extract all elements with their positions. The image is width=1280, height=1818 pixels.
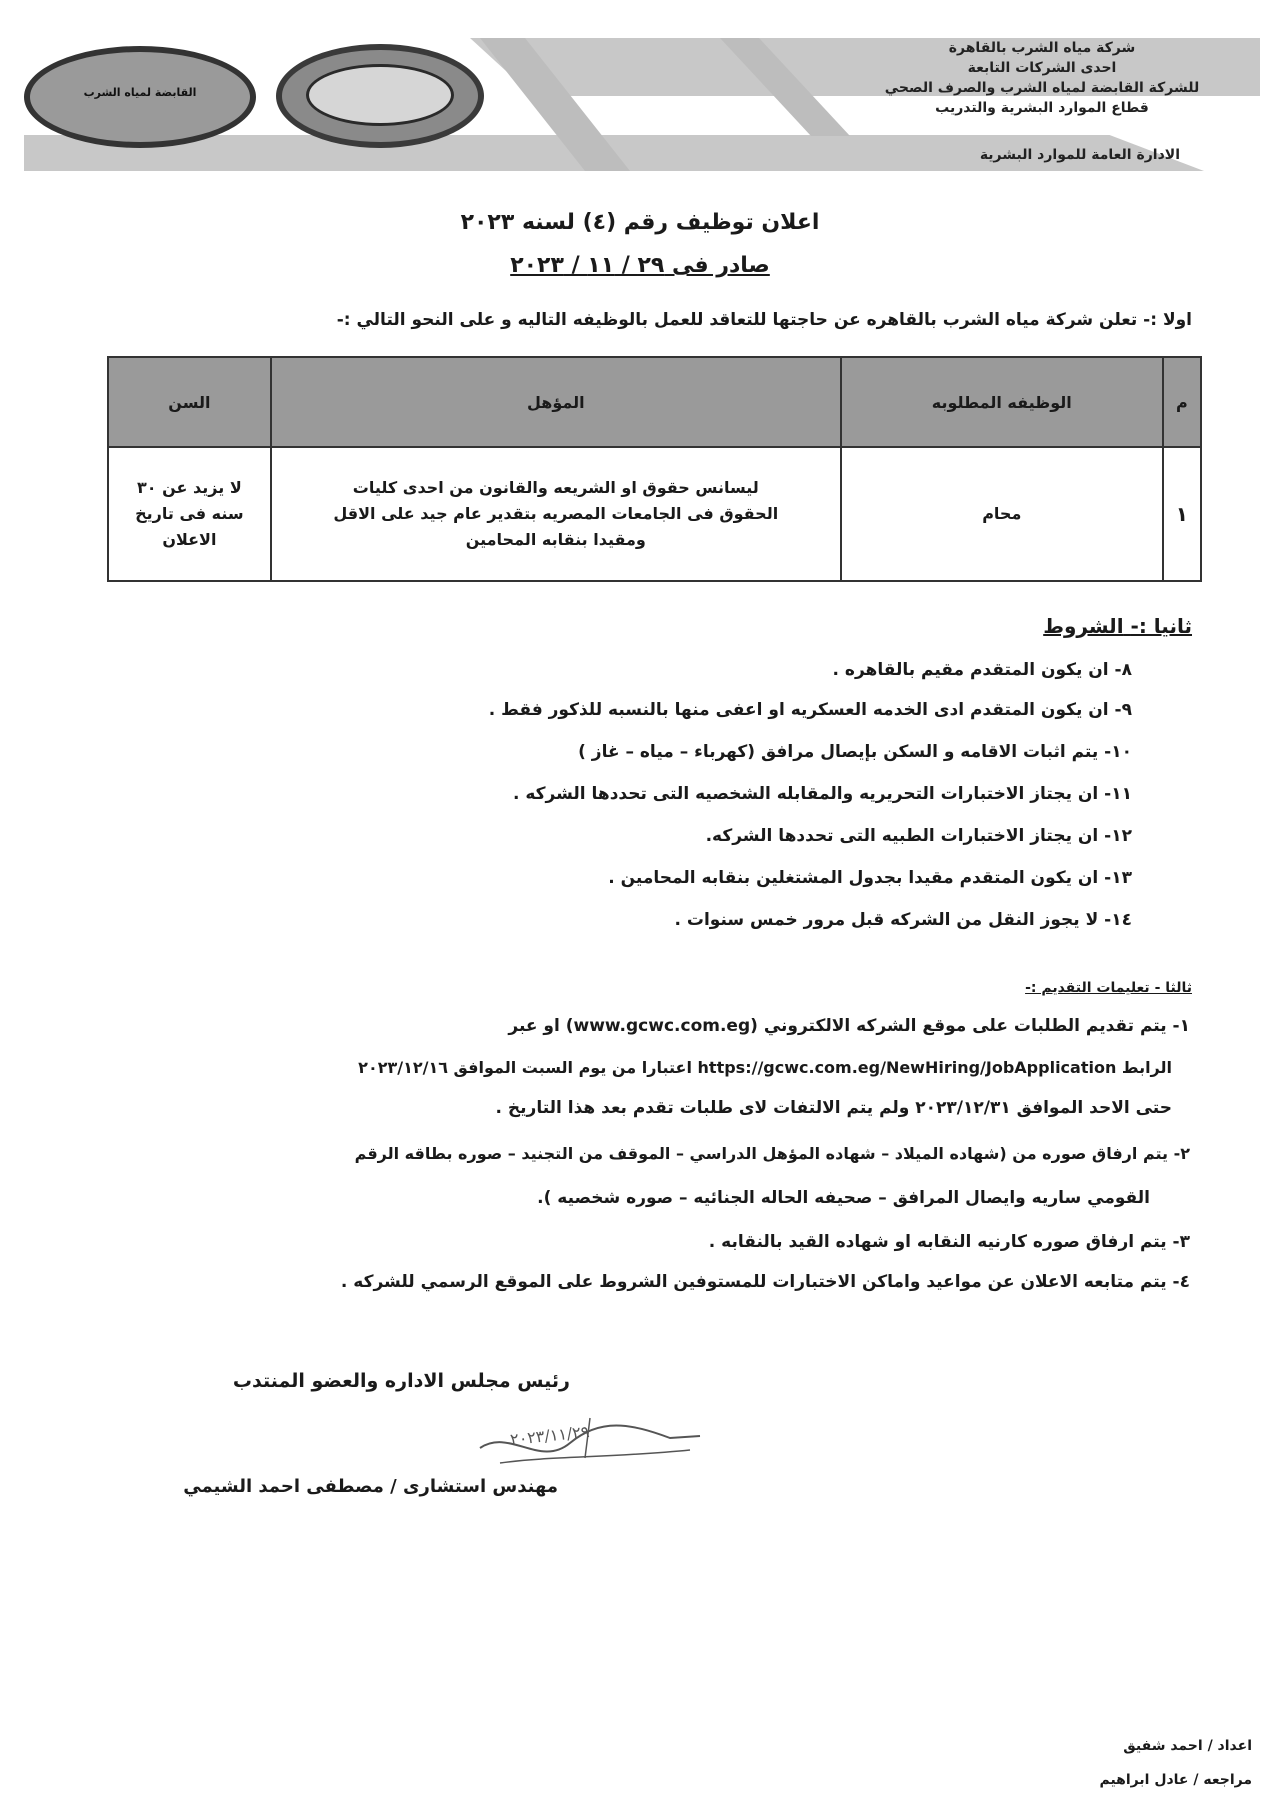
- prepared-by: اعداد / احمد شفيق: [1123, 1738, 1252, 1754]
- signatory-name: مهندس استشارى / مصطفى احمد الشيمي: [183, 1476, 558, 1497]
- row-age: [108, 447, 271, 581]
- reviewed-by: مراجعه / عادل ابراهيم: [1099, 1772, 1252, 1788]
- qualification-line: الحقوق فى الجامعات المصريه بتقدير عام جيد على الاقل: [333, 504, 779, 523]
- condition-item: ١٤- لا يجوز النقل من الشركه قبل مرور خمس سنوات .: [674, 910, 1132, 930]
- announcement-title: اعلان توظيف رقم (٤) لسنه ٢٠٢٣: [460, 210, 820, 235]
- row-qualification: [271, 447, 841, 581]
- cairo-water-logo-inner: [306, 64, 454, 126]
- row-number: ١: [1163, 447, 1201, 581]
- conditions-heading-label: الشروط: [1043, 614, 1124, 638]
- handwritten-date: ٢٠٢٣/١١/٢٩: [509, 1421, 591, 1450]
- col-qualification: المؤهل: [271, 357, 841, 447]
- conditions-heading-num: ثانيا :-: [1130, 614, 1192, 638]
- org-line-2: احدى الشركات التابعة: [967, 60, 1117, 76]
- org-line-4: قطاع الموارد البشرية والتدريب: [935, 100, 1149, 116]
- org-line-3: للشركة القابضة لمياه الشرب والصرف الصحي: [884, 80, 1200, 96]
- jobs-table-header: [108, 357, 1201, 447]
- condition-item: ١٠- يتم اثبات الاقامه و السكن بإيصال مرافق (كهرباء – مياه – غاز ): [578, 742, 1132, 762]
- apply-line: الرابط https://gcwc.com.eg/NewHiring/JobApplication اعتبارا من يوم السبت الموافق ٢٠٢٣/١٢/١٦: [358, 1058, 1172, 1077]
- col-job: الوظيفه المطلوبه: [841, 357, 1163, 447]
- apply-line: ٤- يتم متابعه الاعلان عن مواعيد واماكن الاختبارات للمستوفين الشروط على الموقع الرسمي للشركه .: [340, 1272, 1190, 1292]
- signatory-title: رئيس مجلس الاداره والعضو المنتدب: [232, 1370, 570, 1392]
- condition-item: ١٣- ان يكون المتقدم مقيدا بجدول المشتغلين بنقابه المحامين .: [608, 868, 1132, 888]
- apply-line: ٢- يتم ارفاق صوره من (شهاده الميلاد – شهاده المؤهل الدراسي – الموقف من التجنيد – صوره بطاقه الرقم: [354, 1144, 1190, 1163]
- condition-item: ٨- ان يكون المتقدم مقيم بالقاهره .: [832, 660, 1132, 680]
- condition-item: ٩- ان يكون المتقدم ادى الخدمه العسكريه او اعفى منها بالنسبه للذكور فقط .: [488, 700, 1132, 720]
- holding-logo-text: القابضة لمياه الشرب: [83, 86, 197, 99]
- age-line: الاعلان: [162, 530, 217, 549]
- apply-line: ٣- يتم ارفاق صوره كارنيه النقابه او شهاده القيد بالنقابه .: [708, 1232, 1190, 1252]
- signature-scribble-icon: [470, 1408, 710, 1478]
- apply-heading: ثالثا - تعليمات التقديم :-: [1025, 980, 1192, 996]
- handwritten-signature: [470, 1408, 710, 1478]
- org-line-1: شركة مياه الشرب بالقاهرة: [948, 40, 1136, 56]
- condition-item: ١٢- ان يجتاز الاختبارات الطبيه التى تحددها الشركه.: [705, 826, 1132, 846]
- row-job: محام: [841, 447, 1163, 581]
- holding-company-logo: [24, 46, 256, 148]
- qualification-line: ومقيدا بنقابه المحامين: [465, 530, 646, 549]
- age-line: سنه فى تاريخ: [135, 504, 244, 523]
- qualification-line: ليسانس حقوق او الشريعه والقانون من احدى كليات: [352, 478, 759, 497]
- cairo-water-logo: [276, 44, 484, 148]
- announcement-issue-date: صادر فى ٢٩ / ١١ / ٢٠٢٣: [510, 253, 770, 278]
- apply-line: ١- يتم تقديم الطلبات على موقع الشركه الالكتروني (www.gcwc.com.eg) او عبر: [508, 1016, 1190, 1036]
- condition-item: ١١- ان يجتاز الاختبارات التحريريه والمقابله الشخصيه التى تحددها الشركه .: [512, 784, 1132, 804]
- col-age: السن: [108, 357, 271, 447]
- table-row: [108, 447, 1201, 581]
- jobs-table: [107, 356, 1202, 582]
- apply-line: حتى الاحد الموافق ٢٠٢٣/١٢/٣١ ولم يتم الالتفات لاى طلبات تقدم بعد هذا التاريخ .: [495, 1098, 1172, 1118]
- apply-line: القومي ساريه وايصال المرافق – صحيفه الحاله الجنائيه – صوره شخصيه ).: [537, 1188, 1150, 1208]
- organization-name: [832, 38, 1252, 118]
- age-line: لا يزيد عن ٣٠: [137, 478, 242, 497]
- conditions-heading: [1043, 614, 1192, 638]
- col-number: م: [1163, 357, 1201, 447]
- section-first-intro: اولا :- تعلن شركة مياه الشرب بالقاهره عن حاجتها للتعاقد للعمل بالوظيفه التاليه و على النحو التالي :-: [336, 310, 1192, 330]
- department-name: الادارة العامة للموارد البشرية: [979, 147, 1180, 163]
